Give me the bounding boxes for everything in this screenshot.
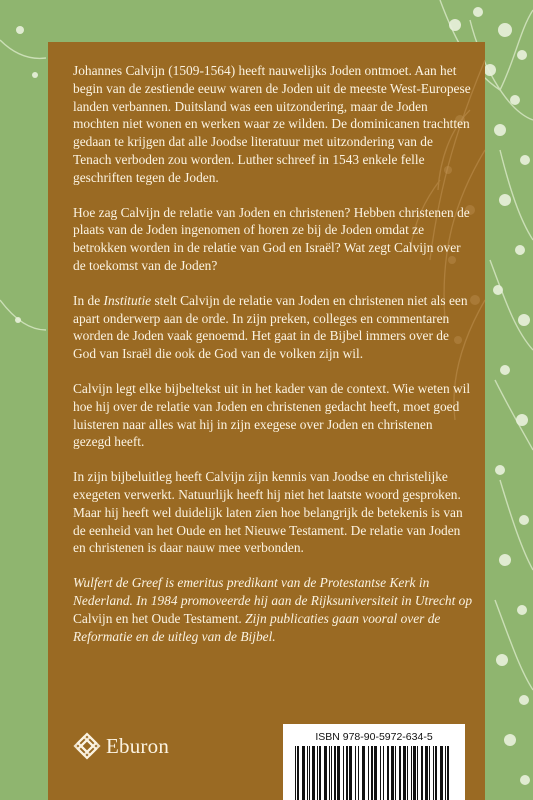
text-segment: Hoe zag Calvijn de relatie van Joden en christenen? Hebben christenen de plaats van de Joden ingenomen of horen ze bij de Joden omdat ze betrokken worden in de relatie van God en Israël? Wat zegt Calvijn over de toekomst van de Joden?: [73, 204, 470, 273]
barcode-bar: [411, 746, 412, 800]
publisher-name: Eburon: [106, 733, 170, 758]
barcode-bar: [425, 746, 428, 800]
text-segment: Calvijn legt elke bijbeltekst uit in het kader van de context. Wie weten wil hoe hij over de relatie van Joden en christenen gedacht heeft, moet goed luisteren naar alles wat hij in zijn exegese over Joden en christenen gezegd heeft.: [73, 380, 471, 450]
barcode-bar: [440, 746, 443, 800]
barcode-bar: [395, 746, 396, 800]
barcode-bar: [403, 746, 406, 800]
barcode-bar: [383, 746, 384, 800]
isbn-label: ISBN 978-90-5972-634-5: [315, 731, 433, 743]
paragraph: [73, 204, 473, 275]
barcode-bar: [407, 746, 408, 800]
paragraph: [73, 468, 473, 557]
barcode-bar: [362, 746, 365, 800]
bio-segment: Zijn publicaties gaan vooral over de Reformatie en de uitleg van de Bijbel.: [73, 610, 441, 644]
barcode-bar: [380, 746, 381, 800]
barcode-bar: [319, 746, 321, 800]
barcode-bar: [334, 746, 336, 800]
barcode-bar: [447, 746, 449, 800]
barcode-bar: [421, 746, 423, 800]
barcode-bar: [413, 746, 416, 800]
barcode-bar: [429, 746, 430, 800]
barcode-bar: [329, 746, 330, 800]
dissertation-title: Calvijn en het Oude Testament.: [73, 610, 242, 626]
barcode-bar: [374, 746, 377, 800]
text-segment: Johannes Calvijn (1509-1564) heeft nauwelijks Joden ontmoet. Aan het begin van de zestiende eeuw waren de Joden uit de meeste West-Europese landen verbannen. Duitsland was een uitzondering, maar de Joden mochten niet wonen en werken waar ze wilden. De dominicanen trachtten gedaan te krijgen dat alle Joodse literatuur met uitzondering van de Tenach verboden zou worden. Luther schreef in 1543 enkele felle geschriften tegen de Joden.: [73, 63, 471, 185]
barcode-bar: [387, 746, 389, 800]
barcode-bar: [417, 746, 418, 800]
bio-segment: Wulfert de Greef is emeritus predikant van de Protestantse Kerk in Nederland. In 1984 promoveerde hij aan de Rijksuniversiteit in Utrecht op: [73, 575, 473, 608]
barcode-bars: [293, 746, 455, 800]
author-bio: [73, 574, 473, 645]
barcode-bar: [302, 746, 305, 800]
eburon-knot-icon: [72, 731, 102, 761]
text-segment: In zijn bijbeluitleg heeft Calvijn zijn kennis van Joodse en christelijke exegeten verwerkt. Natuurlijk heeft hij niet het laatste woord gesproken. Maar hij heeft wel duidelijk laten zien hoe belangrijk de betekenis is van de eenheid van het Oude en het Nieuwe Testament. De relatie van Joden en christenen is daar nauw mee verbonden.: [73, 469, 463, 556]
barcode-bar: [295, 746, 296, 800]
paragraph: [73, 62, 473, 187]
barcode-bar: [346, 746, 348, 800]
barcode-bar: [343, 746, 344, 800]
barcode-bar: [312, 746, 315, 800]
barcode-bar: [297, 746, 299, 800]
barcode-bar: [445, 746, 446, 800]
barcode-bar: [355, 746, 356, 800]
barcode-bar: [317, 746, 318, 800]
back-cover-text: [73, 62, 473, 645]
barcode-bar: [399, 746, 401, 800]
barcode-bar: [331, 746, 332, 800]
paragraph: [73, 380, 473, 451]
barcode-bar: [433, 746, 434, 800]
barcode-bar: [337, 746, 340, 800]
publisher-logo: [72, 730, 169, 762]
text-segment: In de: [73, 292, 104, 308]
barcode-bar: [349, 746, 352, 800]
barcode-bar: [358, 746, 359, 800]
text-segment: stelt Calvijn de relatie van Joden en christenen niet als een apart onderwerp aan de orde. In zijn preken, colleges en commentaren worden de Joden vaak genoemd. Het gaat in de Bijbel immers over de God van Israël die ook de God van de volken zijn wil.: [73, 292, 468, 362]
barcode-bar: [309, 746, 310, 800]
barcode-bar: [324, 746, 327, 800]
paragraph: [73, 292, 473, 363]
barcode-bar: [435, 746, 437, 800]
barcode-bar: [307, 746, 308, 800]
isbn-barcode: [283, 724, 465, 800]
book-title: Institutie: [103, 292, 152, 308]
barcode-bar: [371, 746, 373, 800]
barcode-bar: [391, 746, 394, 800]
barcode-bar: [368, 746, 369, 800]
